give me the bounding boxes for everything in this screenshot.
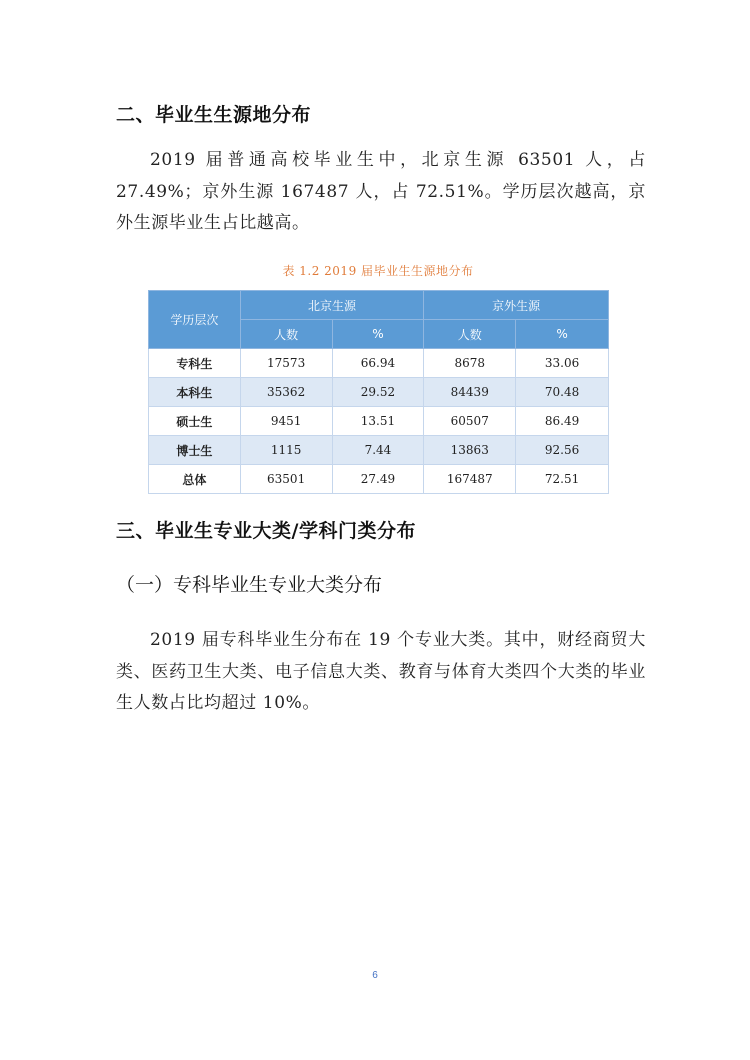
paragraph-vocational-distribution: 2019 届专科毕业生分布在 19 个专业大类。其中，财经商贸大类、医药卫生大类、电子信息大类、教育与体育大类四个大类的毕业生人数占比均超过 10%。 — [116, 630, 646, 713]
cell-beijing-count: 63501 — [240, 465, 332, 494]
row-level: 总体 — [149, 465, 241, 494]
section-heading-source-distribution: 二、毕业生生源地分布 — [116, 104, 312, 126]
cell-beijing-count: 1115 — [240, 436, 332, 465]
table-caption: 表 1.2 2019 届毕业生生源地分布 — [282, 264, 474, 278]
cell-outside-count: 84439 — [424, 378, 516, 407]
cell-beijing-percent: 66.94 — [332, 349, 424, 378]
header-beijing-count: 人数 — [240, 320, 332, 349]
header-outside-percent: % — [516, 320, 609, 349]
row-level: 博士生 — [149, 436, 241, 465]
cell-outside-percent: 86.49 — [516, 407, 609, 436]
source-distribution-table — [148, 290, 609, 494]
header-level: 学历层次 — [149, 291, 241, 349]
header-outside-count: 人数 — [424, 320, 516, 349]
cell-beijing-percent: 29.52 — [332, 378, 424, 407]
row-level: 硕士生 — [149, 407, 241, 436]
header-beijing-percent: % — [332, 320, 424, 349]
row-level: 专科生 — [149, 349, 241, 378]
cell-beijing-percent: 13.51 — [332, 407, 424, 436]
cell-outside-count: 13863 — [424, 436, 516, 465]
subsection-heading-vocational: （一）专科毕业生专业大类分布 — [116, 574, 383, 596]
cell-outside-count: 60507 — [424, 407, 516, 436]
cell-beijing-count: 9451 — [240, 407, 332, 436]
cell-outside-count: 167487 — [424, 465, 516, 494]
cell-outside-percent: 72.51 — [516, 465, 609, 494]
page-number: 6 — [372, 970, 378, 981]
cell-beijing-count: 17573 — [240, 349, 332, 378]
cell-outside-percent: 33.06 — [516, 349, 609, 378]
table-row — [149, 407, 609, 436]
header-beijing: 北京生源 — [240, 291, 424, 320]
row-level: 本科生 — [149, 378, 241, 407]
cell-beijing-count: 35362 — [240, 378, 332, 407]
table-row — [149, 436, 609, 465]
table-row — [149, 349, 609, 378]
section-heading-major-distribution: 三、毕业生专业大类/学科门类分布 — [116, 520, 416, 542]
cell-beijing-percent: 7.44 — [332, 436, 424, 465]
header-outside: 京外生源 — [424, 291, 609, 320]
table-row — [149, 465, 609, 494]
cell-outside-percent: 70.48 — [516, 378, 609, 407]
cell-outside-count: 8678 — [424, 349, 516, 378]
paragraph-source-distribution: 2019 届普通高校毕业生中，北京生源 63501 人，占 27.49%；京外生源 167487 人，占 72.51%。学历层次越高，京外生源毕业生占比越高。 — [116, 150, 646, 233]
cell-outside-percent: 92.56 — [516, 436, 609, 465]
table-row — [149, 378, 609, 407]
cell-beijing-percent: 27.49 — [332, 465, 424, 494]
